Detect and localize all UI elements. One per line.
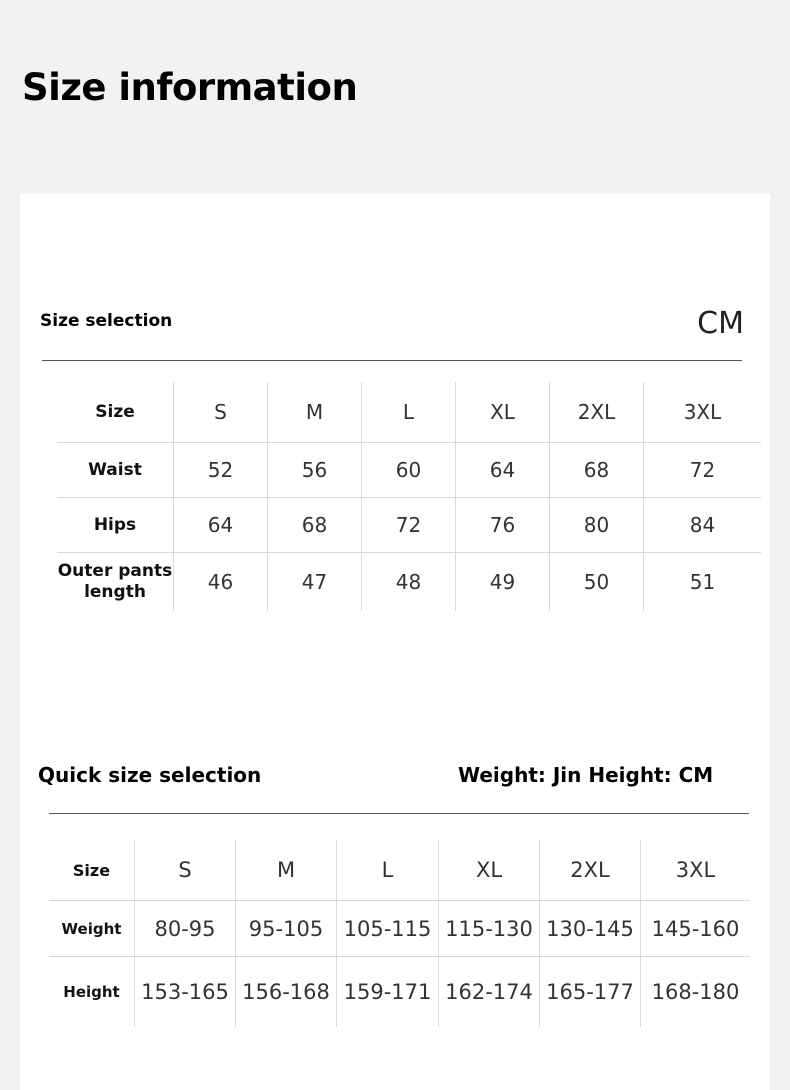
table-cell: 48: [362, 553, 456, 612]
row-label: Size: [72, 860, 111, 880]
table-cell: 60: [362, 443, 456, 498]
table-row: [49, 901, 750, 957]
table-cell: 156-168: [236, 957, 337, 1028]
table-header-row: [57, 382, 761, 443]
size-card: [20, 194, 770, 1090]
row-label: Size: [95, 401, 135, 422]
table-cell: 76: [456, 498, 550, 553]
divider: [42, 360, 742, 361]
column-header: L: [337, 840, 439, 901]
column-header: 3XL: [641, 840, 751, 901]
table-cell: 168-180: [641, 957, 751, 1028]
size-selection-title: Size selection: [40, 311, 173, 331]
table-cell: 80-95: [135, 901, 236, 957]
row-label: Outer pants length: [57, 553, 174, 612]
table-cell: 162-174: [439, 957, 540, 1028]
table-cell: 56: [268, 443, 362, 498]
table-row: [49, 957, 750, 1028]
table-cell: 68: [550, 443, 644, 498]
unit-label: CM: [697, 306, 744, 341]
table-cell: 145-160: [641, 901, 751, 957]
row-label: Waist: [57, 443, 174, 498]
column-header: L: [362, 382, 456, 443]
table-cell: 84: [644, 498, 762, 553]
table-cell: 50: [550, 553, 644, 612]
table-cell: 115-130: [439, 901, 540, 957]
column-header: XL: [456, 382, 550, 443]
table-cell: 159-171: [337, 957, 439, 1028]
table-cell: 46: [174, 553, 268, 612]
table-row: [57, 498, 761, 553]
table-cell: 72: [362, 498, 456, 553]
quick-size-selection-title: Quick size selection: [38, 763, 262, 787]
units-note: Weight: Jin Height: CM: [458, 763, 714, 787]
table-cell: 64: [456, 443, 550, 498]
column-header: 2XL: [540, 840, 641, 901]
column-header: 2XL: [550, 382, 644, 443]
table-row: [57, 553, 761, 612]
table-cell: 49: [456, 553, 550, 612]
table-cell: 165-177: [540, 957, 641, 1028]
table-cell: 68: [268, 498, 362, 553]
size-table: [57, 382, 761, 611]
page-title: Size information: [22, 66, 358, 109]
table-cell: 130-145: [540, 901, 641, 957]
column-header: M: [268, 382, 362, 443]
table-cell: 47: [268, 553, 362, 612]
table-cell: 95-105: [236, 901, 337, 957]
column-header: S: [174, 382, 268, 443]
table-row: [57, 443, 761, 498]
table-cell: 52: [174, 443, 268, 498]
table-cell: 64: [174, 498, 268, 553]
row-label: Hips: [57, 498, 174, 553]
column-header: M: [236, 840, 337, 901]
table-cell: 153-165: [135, 957, 236, 1028]
table-cell: 105-115: [337, 901, 439, 957]
table-header-row: [49, 840, 750, 901]
table-cell: 51: [644, 553, 762, 612]
divider: [49, 813, 749, 814]
row-label: Height: [49, 957, 135, 1028]
row-label: Weight: [49, 901, 135, 957]
table-cell: 72: [644, 443, 762, 498]
column-header: 3XL: [644, 382, 762, 443]
column-header: XL: [439, 840, 540, 901]
quick-size-table: [49, 840, 750, 1027]
table-cell: 80: [550, 498, 644, 553]
column-header: S: [135, 840, 236, 901]
